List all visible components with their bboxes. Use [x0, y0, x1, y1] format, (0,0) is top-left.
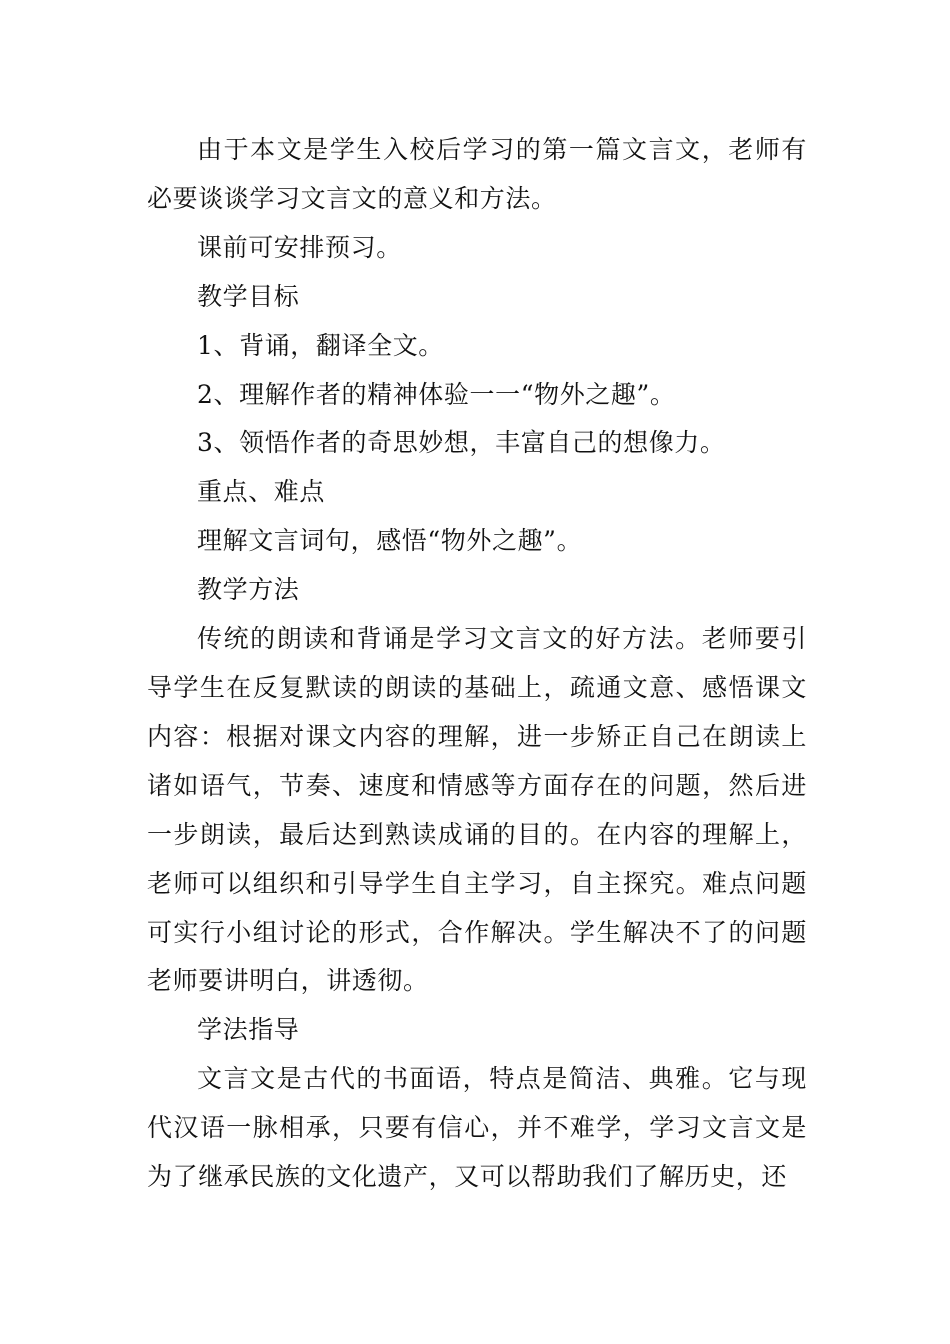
objective-item-3: 3、领悟作者的奇思妙想，丰富自己的想像力。 — [197, 428, 726, 458]
section-heading-key-points: 重点、难点 — [197, 477, 326, 507]
key-points-text: 理解文言词句，感悟“物外之趣”。 — [197, 526, 583, 556]
section-heading-objectives: 教学目标 — [197, 281, 300, 311]
intro-paragraph: 由于本文是学生入校后学习的第一篇文言文，老师有必要谈谈学习文言文的意义和方法。 — [147, 135, 807, 213]
section-heading-methods: 教学方法 — [197, 575, 300, 605]
preview-note: 课前可安排预习。 — [197, 232, 402, 262]
methods-paragraph: 传统的朗读和背诵是学习文言文的好方法。老师要引导学生在反复默读的朗读的基础上，疏通文意、感悟课文内容：根据对课文内容的理解，进一步矫正自己在朗读上诸如语气，节奏、速度和情感等方面存在的问题，然后进一步朗读，最后达到熟读成诵的目的。在内容的理解上，老师可以组织和引导学生自主学习，自主探究。难点问题可实行小组讨论的形式，合作解决。学生解决不了的问题老师要讲明白，讲透彻。 — [147, 624, 807, 996]
section-heading-study-guide: 学法指导 — [197, 1015, 300, 1045]
objective-item-1: 1、背诵，翻译全文。 — [197, 330, 444, 360]
study-guide-paragraph: 文言文是古代的书面语，特点是简洁、典雅。它与现代汉语一脉相承，只要有信心，并不难学，学习文言文是为了继承民族的文化遗产，又可以帮助我们了解历史，还 — [147, 1064, 807, 1192]
objective-item-2: 2、理解作者的精神体验一一“物外之趣”。 — [197, 379, 676, 409]
document-body — [147, 126, 807, 1202]
